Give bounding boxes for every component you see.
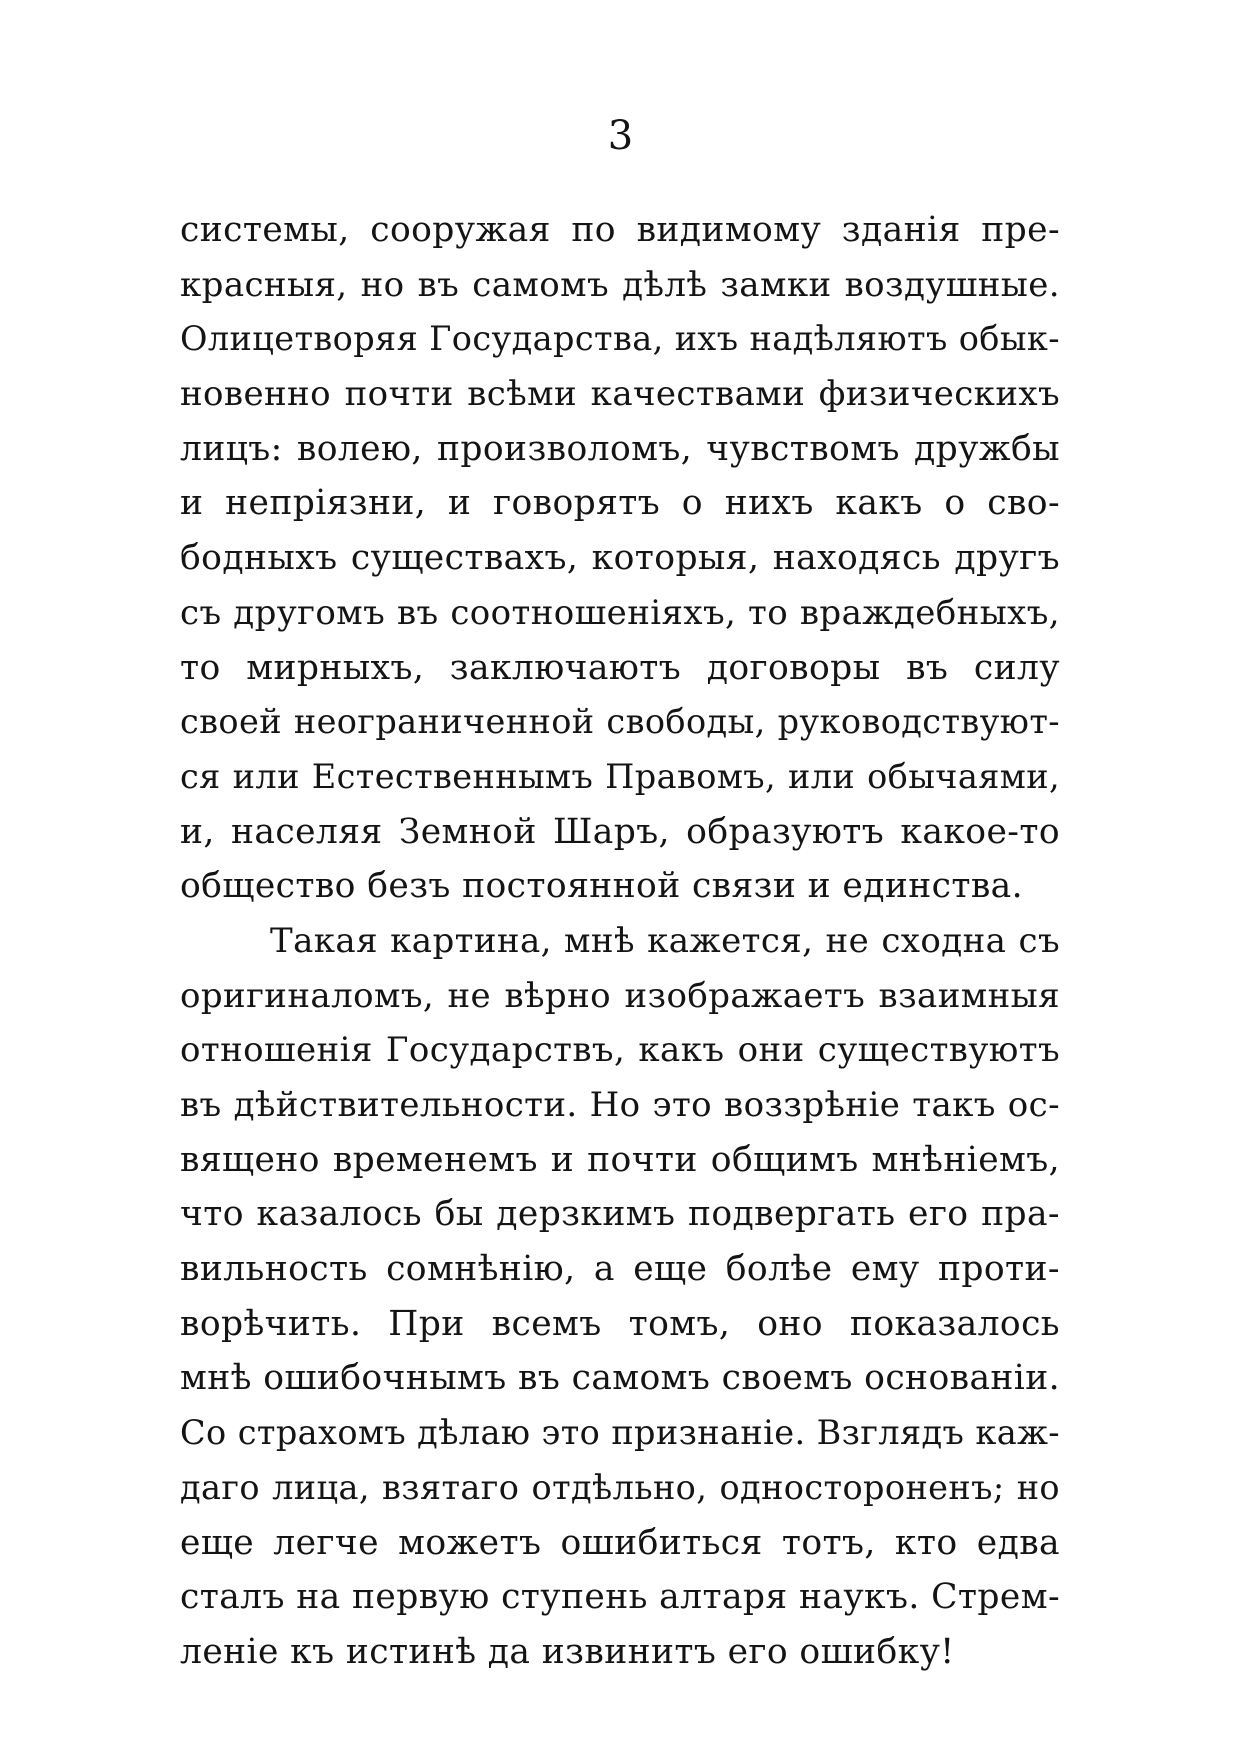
text-line: ворѣчить. При всемъ томъ, оно показалось (180, 1303, 1060, 1344)
paragraph-1 (180, 203, 1060, 914)
page-number: 3 (607, 113, 634, 159)
text-line: еще легче можетъ ошибиться тотъ, кто едва (180, 1522, 1060, 1563)
text-line: вильность сомнѣнію, а еще болѣе ему проти- (180, 1249, 1060, 1290)
text-line: то мирныхъ, заключаютъ договоры въ силу (180, 647, 1060, 688)
text-line: сталъ на первую ступень алтаря наукъ. Стрем- (180, 1577, 1060, 1618)
text-line: новенно почти всѣми качествами физическихъ (180, 374, 1060, 415)
text-line: леніе къ истинѣ да извинитъ его ошибку! (180, 1631, 955, 1672)
text-line: системы, сооружая по видимому зданія пре- (180, 210, 1060, 250)
text-line: общество безъ постоянной связи и единства. (180, 866, 1024, 907)
text-line: своей неограниченной свободы, руководствуют- (180, 702, 1060, 742)
text-line: ся или Естественнымъ Правомъ, или обычаями, (180, 756, 1060, 796)
text-line: Со страхомъ дѣлаю это признаніе. Взглядъ каж- (180, 1413, 1060, 1453)
text-line: вящено временемъ и почти общимъ мнѣніемъ, (180, 1139, 1060, 1180)
text-line: отношенія Государствъ, какъ они существуютъ (180, 1030, 1060, 1071)
text-line: Такая картина, мнѣ кажется, не сходна съ (270, 920, 1060, 961)
text-line: мнѣ ошибочнымъ въ самомъ своемъ основаніи. (180, 1358, 1060, 1399)
text-line: красныя, но въ самомъ дѣлѣ замки воздушные. (180, 264, 1060, 305)
paragraph-2 (180, 914, 1060, 1680)
text-line: съ другомъ въ соотношеніяхъ, то враждебныхъ, (180, 592, 1060, 633)
text-line: бодныхъ существахъ, которыя, находясь другъ (180, 538, 1060, 579)
text-line: даго лица, взятаго отдѣльно, одностороненъ; но (180, 1467, 1060, 1507)
text-line: и непріязни, и говорятъ о нихъ какъ о сво- (180, 483, 1060, 524)
text-line: лицъ: волею, произволомъ, чувствомъ дружбы (180, 428, 1060, 469)
text-line: оригиналомъ, не вѣрно изображаетъ взаимныя (180, 975, 1060, 1016)
text-line: и, населяя Земной Шаръ, образуютъ какое-то (180, 811, 1060, 852)
text-line: Олицетворяя Государства, ихъ надѣляютъ обык- (180, 319, 1060, 359)
text-line: что казалось бы дерзкимъ подвергать его пра- (180, 1194, 1060, 1235)
text-line: въ дѣйствительности. Но это воззрѣніе такъ ос- (180, 1085, 1060, 1125)
body-text (180, 203, 1060, 1680)
